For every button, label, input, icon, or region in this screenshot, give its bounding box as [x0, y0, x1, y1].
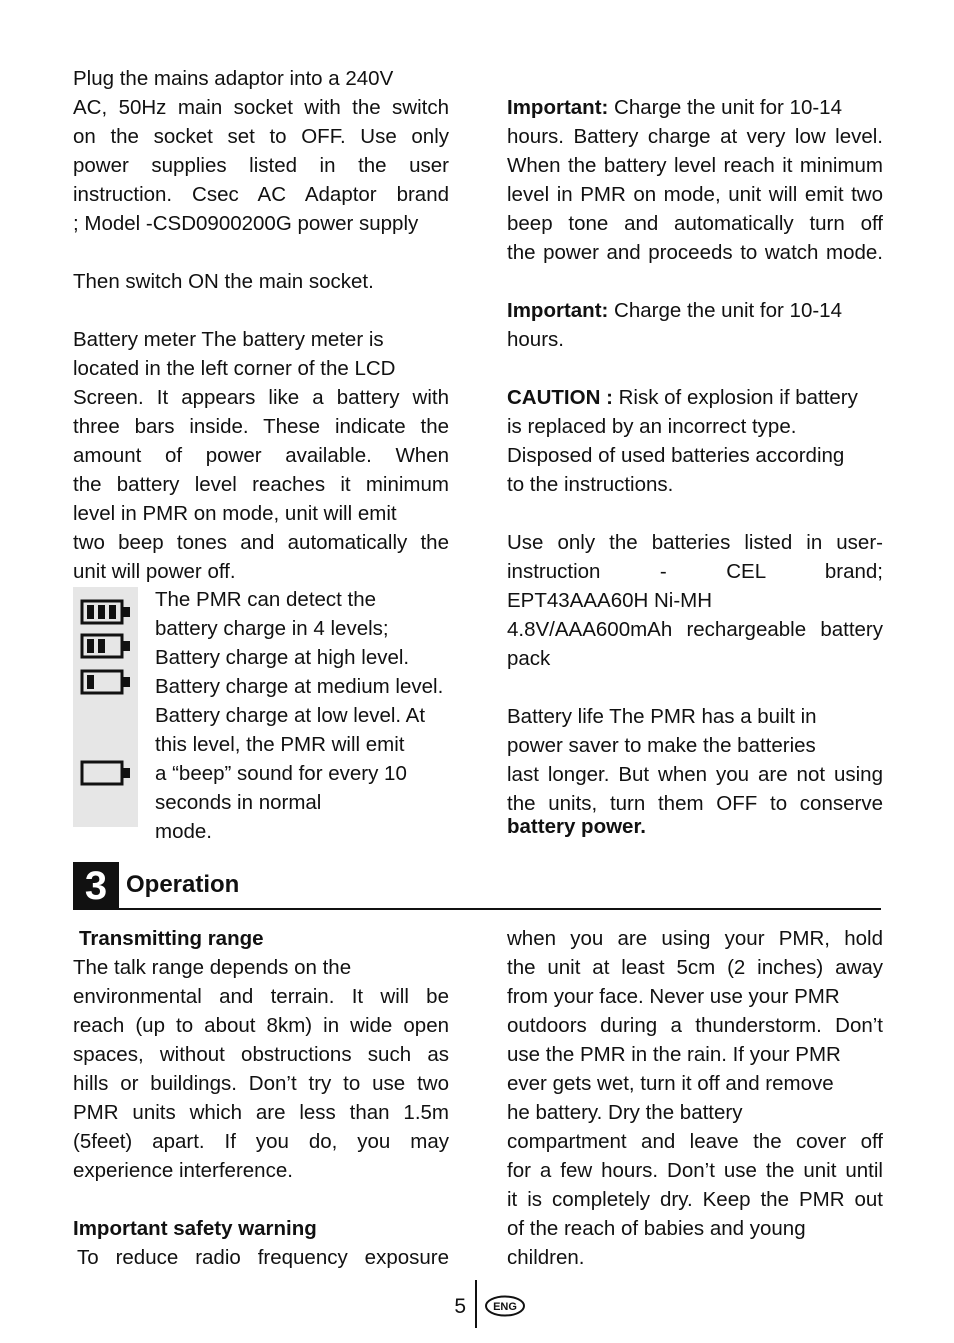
text-line: the power and proceeds to watch mode.	[507, 241, 883, 264]
text-line: Battery meter The battery meter is	[73, 328, 384, 351]
text-line: seconds in normal	[155, 791, 322, 814]
text-line: Battery charge at medium level.	[155, 675, 444, 698]
text-line: Important: Charge the unit for 10-14	[507, 96, 842, 119]
text-line: when you are using your PMR, hold	[507, 927, 883, 950]
text-line: Plug the mains adaptor into a 240V	[73, 67, 394, 90]
battery-full-icon	[80, 599, 132, 625]
text-line: compartment and leave the cover off	[507, 1130, 883, 1153]
text-line: mode.	[155, 820, 212, 843]
text-line: the units, turn them OFF to conserve	[507, 792, 883, 815]
text-line: EPT43AAA60H Ni-MH	[507, 589, 713, 612]
text-line: last longer. But when you are not using	[507, 763, 883, 786]
text-line: experience interference.	[73, 1159, 293, 1182]
text-line: hours. Battery charge at very low level.	[507, 125, 883, 148]
battery-empty-icon	[80, 760, 132, 786]
text-line: battery power.	[507, 815, 646, 838]
text-line: hills or buildings. Don’t try to use two	[73, 1072, 449, 1095]
text-line: outdoors during a thunderstorm. Don’t	[507, 1014, 883, 1037]
subheading-safety-warning: Important safety warning	[73, 1217, 317, 1240]
text-line: PMR units which are less than 1.5m	[73, 1101, 449, 1124]
text-line: a “beep” sound for every 10	[155, 762, 407, 785]
language-badge	[484, 1295, 526, 1317]
right-top-column	[507, 93, 883, 836]
section-title: Operation	[126, 871, 240, 898]
battery-levels-text	[155, 585, 455, 846]
text-line: the battery level reaches it minimum	[73, 473, 449, 496]
battery-levels-block	[73, 585, 449, 847]
text-line: The PMR can detect the	[155, 588, 377, 611]
text-line: located in the left corner of the LCD	[73, 357, 396, 380]
text-line: AC, 50Hz main socket with the switch	[73, 96, 449, 119]
text-line: it is completely dry. Keep the PMR out	[507, 1188, 883, 1211]
text-line: hours.	[507, 328, 564, 351]
text-line: The talk range depends on the	[73, 956, 352, 979]
footer-divider	[475, 1280, 477, 1328]
text-line: instruction - CEL brand;	[507, 560, 883, 583]
text-line: instruction. Csec AC Adaptor brand	[73, 183, 449, 206]
text-line: Battery charge at low level. At	[155, 704, 426, 727]
page-footer	[440, 1280, 560, 1330]
text-line: (5feet) apart. If you do, you may	[73, 1130, 449, 1153]
text-line: When the battery level reach it minimum	[507, 154, 883, 177]
text-line: battery charge in 4 levels;	[155, 617, 389, 640]
caution-label: CAUTION :	[507, 386, 613, 409]
text-line: spaces, without obstructions such as	[73, 1043, 449, 1066]
left-bottom-column	[73, 924, 449, 1272]
text-line: of the reach of babies and young	[507, 1217, 806, 1240]
text-line: Important: Charge the unit for 10-14	[507, 299, 842, 322]
text-line: level in PMR on mode, unit will emit two	[507, 183, 883, 206]
right-bottom-column	[507, 924, 883, 1272]
text-line: two beep tones and automatically the	[73, 531, 449, 554]
text-line: ; Model -CSD0900200G power supply	[73, 212, 419, 235]
text-line: CAUTION : Risk of explosion if battery	[507, 386, 858, 409]
text-line: Disposed of used batteries according	[507, 444, 845, 467]
section-number-badge: 3	[73, 862, 119, 910]
text-line: power supplies listed in the user	[73, 154, 449, 177]
text-line: three bars inside. These indicate the	[73, 415, 449, 438]
battery-one-bar-icon	[80, 669, 132, 695]
important-label: Important:	[507, 299, 609, 322]
text-line: beep tone and automatically turn off	[507, 212, 883, 235]
text-line: children.	[507, 1246, 585, 1269]
text-line: level in PMR on mode, unit will emit	[73, 502, 397, 525]
text-line: Battery life The PMR has a built in	[507, 705, 817, 728]
text-line: Screen. It appears like a battery with	[73, 386, 449, 409]
text-line: for a few hours. Don’t use the unit until	[507, 1159, 883, 1182]
important-label: Important:	[507, 96, 609, 119]
text-line: Then switch ON the main socket.	[73, 270, 374, 293]
battery-two-bars-icon	[80, 633, 132, 659]
text-line: the unit at least 5cm (2 inches) away	[507, 956, 883, 979]
text-line: from your face. Never use your PMR	[507, 985, 840, 1008]
text-line: unit will power off.	[73, 560, 236, 583]
text-line: reach (up to about 8km) in wide open	[73, 1014, 449, 1037]
text-line: on the socket set to OFF. Use only	[73, 125, 449, 148]
text-line: pack	[507, 647, 551, 670]
subheading-transmitting-range: Transmitting range	[79, 927, 264, 950]
text-line: 4.8V/AAA600mAh rechargeable battery	[507, 618, 883, 641]
text-line: to the instructions.	[507, 473, 674, 496]
text-line: environmental and terrain. It will be	[73, 985, 449, 1008]
text-line: ever gets wet, turn it off and remove	[507, 1072, 834, 1095]
left-top-column	[73, 64, 449, 586]
text-line: Use only the batteries listed in user-	[507, 531, 883, 554]
section-divider	[73, 908, 881, 910]
text-line: To reduce radio frequency exposure	[77, 1246, 449, 1269]
text-line: is replaced by an incorrect type.	[507, 415, 797, 438]
page-number: 5	[454, 1295, 466, 1318]
language-code: ENG	[493, 1301, 517, 1313]
text-line: he battery. Dry the battery	[507, 1101, 743, 1124]
battery-icon-strip	[73, 587, 138, 827]
text-line: this level, the PMR will emit	[155, 733, 405, 756]
text-line: amount of power available. When	[73, 444, 449, 467]
section-header	[73, 860, 881, 910]
text-line: Battery charge at high level.	[155, 646, 410, 669]
text-line: use the PMR in the rain. If your PMR	[507, 1043, 841, 1066]
text-line: power saver to make the batteries	[507, 734, 816, 757]
